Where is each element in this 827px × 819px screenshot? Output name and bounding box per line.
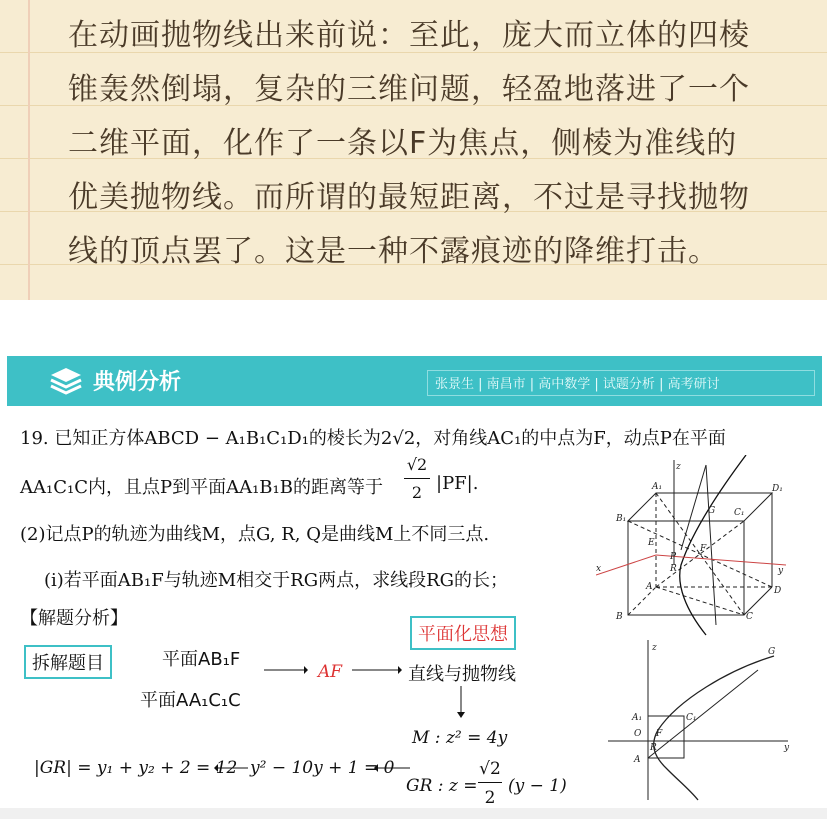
layers-icon bbox=[49, 366, 83, 396]
cube-label: x bbox=[596, 564, 602, 574]
story-line-5: 线的顶点罢了。这是一种不露痕迹的降维打击。 bbox=[68, 234, 719, 269]
cube-label: C bbox=[746, 612, 753, 622]
problem-line-4: (i)若平面AB₁F与轨迹M相交于RG两点，求线段RG的长； bbox=[44, 570, 509, 591]
plane-label: O bbox=[634, 729, 642, 739]
breakdown-label: 拆解题目 bbox=[24, 645, 112, 679]
plane-label: F bbox=[656, 729, 663, 739]
problem-frac-den: 2 bbox=[411, 483, 423, 502]
story-line-1: 在动画抛物线出来前说：至此，庞大而立体的四棱 bbox=[68, 18, 750, 53]
length-result: |GR| = y₁ + y₂ + 2 = 12 bbox=[34, 758, 238, 778]
banner-tags: 张景生 | 南昌市 | 高中数学 | 试题分析 | 高考研讨 bbox=[435, 377, 720, 392]
cube-label: B₁ bbox=[616, 514, 627, 524]
gr-frac-den: 2 bbox=[484, 788, 496, 808]
gr-frac-num: √2 bbox=[479, 759, 501, 779]
plane-label: y bbox=[784, 743, 790, 753]
idea-label: 平面化思想 bbox=[410, 616, 516, 650]
story-paper bbox=[0, 0, 827, 300]
arrow-right-icon bbox=[264, 664, 308, 676]
problem-line-1: 19. 已知正方体ABCD − A₁B₁C₁D₁的棱长为2√2，对角线AC₁的中点为F，动点P在平面 bbox=[20, 428, 726, 449]
analysis-heading: 【解题分析】 bbox=[20, 608, 128, 629]
cube-label: D bbox=[774, 586, 782, 596]
problem-line-2-tail: |PF|. bbox=[436, 473, 479, 494]
cube-label: y bbox=[778, 566, 784, 576]
plane-label: A bbox=[634, 755, 641, 765]
cube-label: D₁ bbox=[772, 484, 783, 494]
plane-label: G bbox=[768, 647, 776, 657]
story-line-2: 锥轰然倒塌，复杂的三维问题，轻盈地落进了一个 bbox=[68, 72, 750, 107]
curve-equation: M : z² = 4y bbox=[412, 728, 508, 748]
plane-label: C₁ bbox=[686, 713, 697, 723]
cube-label: P bbox=[670, 552, 677, 562]
story-line-4: 优美抛物线。而所谓的最短距离，不过是寻找抛物 bbox=[68, 180, 750, 215]
arrow-right-icon bbox=[352, 664, 402, 676]
cube-label: G bbox=[708, 506, 716, 516]
plane-figure bbox=[598, 640, 794, 804]
x-axis bbox=[596, 555, 656, 575]
cube-label: B bbox=[616, 612, 623, 622]
plane-label: z bbox=[652, 643, 657, 653]
gr-lhs: GR : z = bbox=[406, 776, 478, 796]
line-parabola-label: 直线与抛物线 bbox=[408, 664, 516, 685]
gr-tail: (y − 1) bbox=[508, 776, 567, 796]
banner-title: 典例分析 bbox=[93, 370, 182, 395]
arrow-down-icon bbox=[455, 686, 467, 718]
paper-margin-line bbox=[28, 0, 30, 300]
gr-frac-bar bbox=[478, 782, 502, 783]
plane-label: R bbox=[650, 743, 657, 753]
problem-frac-num: √2 bbox=[406, 455, 428, 474]
problem-frac-bar bbox=[404, 478, 430, 479]
bottom-strip bbox=[0, 808, 827, 819]
line-gr bbox=[648, 670, 758, 758]
af-label: AF bbox=[318, 662, 343, 682]
cube-figure bbox=[596, 455, 818, 637]
cube-label: F bbox=[700, 544, 707, 554]
story-line-3: 二维平面，化作了一条以F为焦点，侧棱为准线的 bbox=[68, 126, 738, 161]
parabola-curve bbox=[654, 656, 774, 800]
cube-label: z bbox=[676, 462, 681, 472]
quadratic-equation: y² − 10y + 1 = 0 bbox=[250, 758, 395, 778]
cube-label: R bbox=[670, 564, 677, 574]
problem-line-3: (2)记点P的轨迹为曲线M，点G, R, Q是曲线M上不同三点. bbox=[20, 524, 490, 545]
cube-top-face bbox=[628, 493, 772, 521]
plane-ab1f: 平面AB₁F bbox=[162, 649, 241, 670]
cube-label: A bbox=[646, 582, 653, 592]
plane-label: A₁ bbox=[632, 713, 643, 723]
cube-label: E bbox=[648, 538, 655, 548]
cube-label: C₁ bbox=[734, 508, 745, 518]
cube-label: A₁ bbox=[652, 482, 663, 492]
problem-line-2: AA₁C₁C内，且点P到平面AA₁B₁B的距离等于 bbox=[20, 477, 383, 498]
plane-aa1c1c: 平面AA₁C₁C bbox=[140, 690, 241, 711]
section-banner bbox=[7, 356, 822, 406]
